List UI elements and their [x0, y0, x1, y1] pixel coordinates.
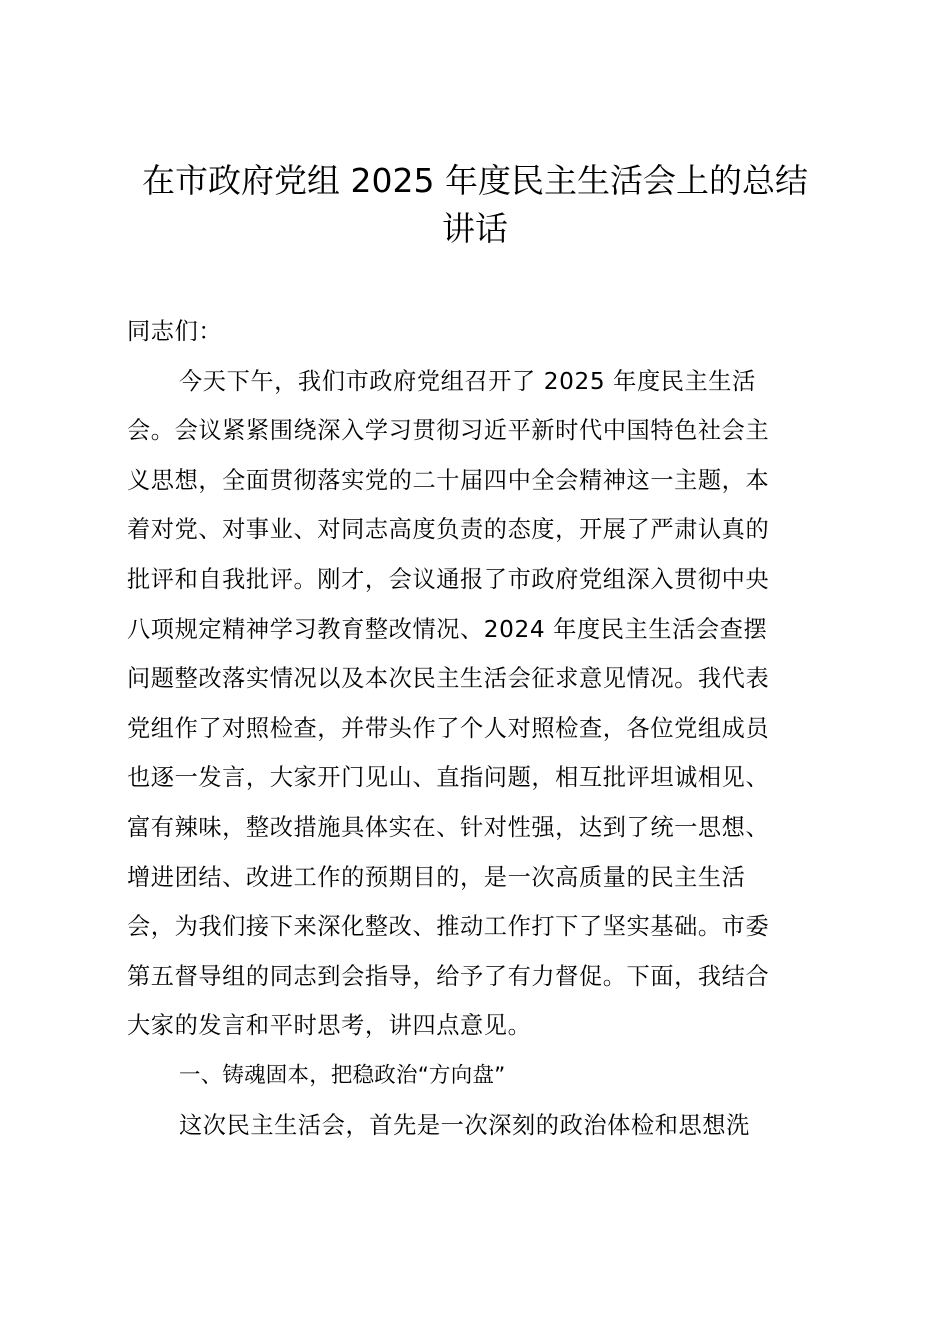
paragraph-line: 义思想，全面贯彻落实党的二十届四中全会精神这一主题，本 — [127, 466, 770, 494]
paragraph-line: 着对党、对事业、对同志高度负责的态度，开展了严肃认真的 — [127, 516, 770, 544]
paragraph-line: 会。会议紧紧围绕深入学习贯彻习近平新时代中国特色社会主 — [127, 417, 770, 445]
title-line-1: 在市政府党组 2025 年度民主生活会上的总结 — [142, 161, 808, 200]
paragraph-line: 第五督导组的同志到会指导，给予了有力督促。下面，我结合 — [127, 962, 770, 990]
salutation: 同志们： — [127, 318, 223, 345]
section-heading-1: 一、铸魂固本，把稳政治“方向盘” — [179, 1062, 506, 1088]
paragraph-line: 富有辣味，整改措施具体实在、针对性强，达到了统一思想、 — [127, 813, 770, 841]
paragraph-line: 问题整改落实情况以及本次民主生活会征求意见情况。我代表 — [127, 665, 770, 693]
paragraph-line: 这次民主生活会，首先是一次深刻的政治体检和思想洗 — [179, 1111, 750, 1139]
paragraph-opening — [127, 357, 837, 1051]
paragraph-line: 党组作了对照检查，并带头作了个人对照检查，各位党组成员 — [127, 714, 770, 742]
title-line-2: 讲话 — [442, 209, 508, 248]
paragraph-line: 会，为我们接下来深化整改、推动工作打下了坚实基础。市委 — [127, 913, 770, 941]
document-body — [127, 307, 837, 1150]
paragraph-line: 大家的发言和平时思考，讲四点意见。 — [127, 1012, 532, 1040]
paragraph-section-1 — [127, 1101, 837, 1151]
paragraph-line: 也逐一发言，大家开门见山、直指问题，相互批评坦诚相见、 — [127, 764, 770, 792]
paragraph-line: 今天下午，我们市政府党组召开了 2025 年度民主生活 — [179, 367, 756, 395]
paragraph-line: 增进团结、改进工作的预期目的，是一次高质量的民主生活 — [127, 863, 746, 891]
document-title — [100, 157, 850, 253]
paragraph-line: 八项规定精神学习教育整改情况、2024 年度民主生活会查摆 — [127, 615, 768, 643]
paragraph-line: 批评和自我批评。刚才，会议通报了市政府党组深入贯彻中央 — [127, 565, 770, 593]
